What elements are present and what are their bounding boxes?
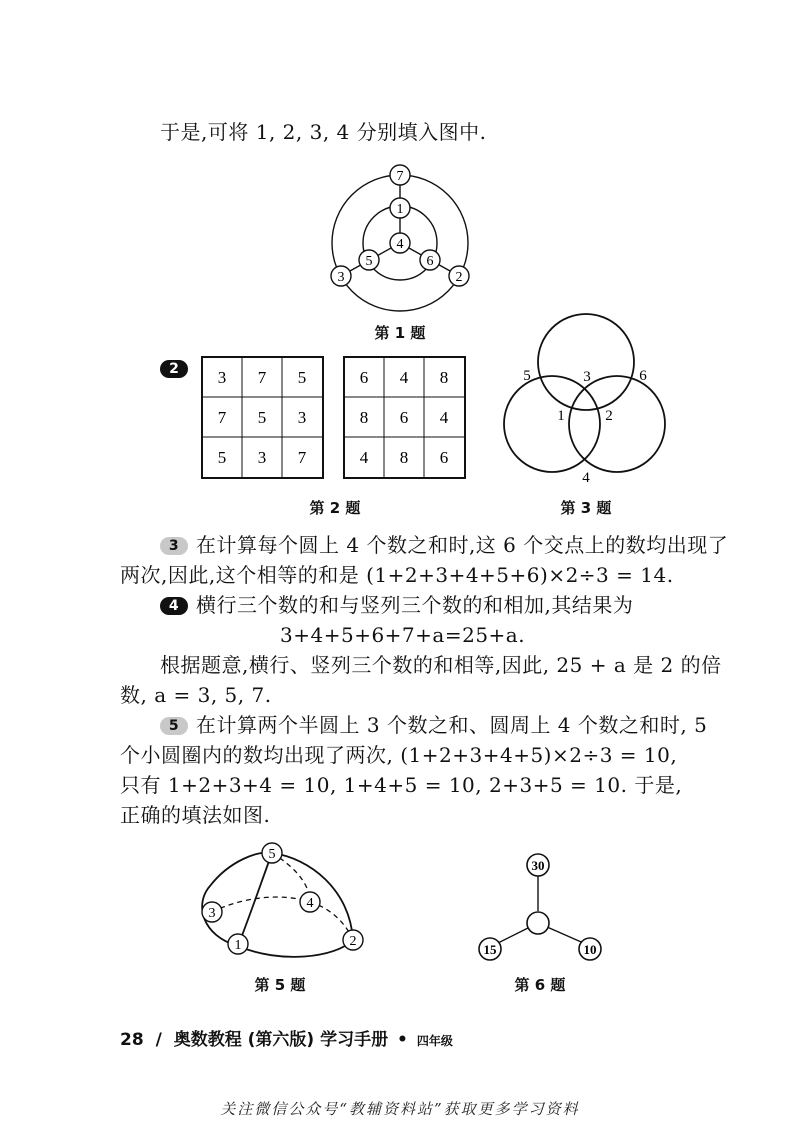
- fig3-label: 2: [605, 408, 613, 424]
- problem-3-badge: 3: [160, 537, 188, 555]
- watermark-text: 关注微信公众号“教辅资料站”获取更多学习资料: [220, 1100, 580, 1118]
- fig5-node: [300, 892, 320, 912]
- grid-b-cell: 4: [399, 368, 409, 387]
- svg-text:10: 10: [583, 942, 597, 957]
- grid-a-cell: 5: [257, 408, 267, 427]
- problem-3-line-1: 3 在计算每个圆上 4 个数之和时,这 6 个交点上的数均出现了: [160, 531, 728, 559]
- fig5-node: [262, 843, 282, 863]
- page-number: 28: [120, 1030, 144, 1050]
- problem-5-badge: 5: [160, 717, 188, 735]
- footer-separator: /: [155, 1030, 162, 1050]
- svg-text:2: 2: [349, 934, 357, 949]
- grid-b-cell: 8: [439, 368, 449, 387]
- grid-a-cell: 3: [217, 368, 227, 387]
- figure-2-caption: 第 2 题: [309, 499, 361, 517]
- circle-right: [569, 376, 665, 472]
- fig3-label: 4: [582, 470, 590, 486]
- svg-text:1: 1: [234, 938, 242, 953]
- fig6-node: [527, 854, 549, 876]
- problem-5-line-1: 5 在计算两个半圆上 3 个数之和、圆周上 4 个数之和时, 5: [160, 711, 707, 739]
- problem-5-line-4: 正确的填法如图.: [120, 803, 271, 827]
- fig3-label: 1: [557, 408, 565, 424]
- fig5-node: [343, 930, 363, 950]
- problem-5-line-2: 个小圆圈内的数均出现了两次, (1+2+3+4+5)×2÷3 = 10,: [120, 743, 678, 767]
- page-footer: [120, 1025, 453, 1050]
- fig6-node: [479, 938, 501, 960]
- grid-a-cell: 5: [217, 448, 227, 467]
- fig5-node: [202, 902, 222, 922]
- fig3-label: 3: [583, 369, 591, 385]
- grid-b-cell: 4: [439, 408, 449, 427]
- svg-text:3: 3: [208, 906, 216, 921]
- figure-6-caption: 第 6 题: [514, 976, 566, 994]
- grid-a-cell: 3: [297, 408, 307, 427]
- figure-6-diagram: [470, 845, 610, 965]
- fig6-node: [579, 938, 601, 960]
- problem-4-line-2: 根据题意,横行、竖列三个数的和相等,因此, 25 + a 是 2 的倍: [160, 653, 722, 677]
- figure-3-diagram: [500, 312, 675, 492]
- grid-a-cell: 3: [257, 448, 267, 467]
- figure-1-diagram: [320, 160, 480, 320]
- footer-dot: •: [397, 1030, 408, 1050]
- magic-square-b: [342, 355, 468, 481]
- circle-left: [504, 376, 600, 472]
- fig1-node: [359, 250, 379, 270]
- fig5-node: [228, 934, 248, 954]
- center-node: [527, 912, 549, 934]
- figure-5-diagram: [190, 840, 380, 968]
- fig1-node: [331, 266, 351, 286]
- intro-text: 于是,可将 1, 2, 3, 4 分别填入图中.: [160, 120, 487, 144]
- svg-text:6: 6: [426, 254, 434, 269]
- problem-2-badge: 2: [160, 360, 188, 378]
- grid-b-cell: 6: [359, 368, 369, 387]
- svg-text:30: 30: [531, 858, 545, 873]
- figure-5-caption: 第 5 题: [254, 976, 306, 994]
- fig1-node: [390, 198, 410, 218]
- grid-a-cell: 5: [297, 368, 307, 387]
- problem-5-line-3: 只有 1+2+3+4 = 10, 1+4+5 = 10, 2+3+5 = 10. 于是,: [120, 773, 683, 797]
- problem-4-line-1: 4 横行三个数的和与竖列三个数的和相加,其结果为: [160, 591, 633, 619]
- problem-4-line-3: 数, a = 3, 5, 7.: [120, 683, 272, 707]
- svg-text:5: 5: [268, 847, 276, 862]
- svg-text:5: 5: [365, 254, 373, 269]
- svg-text:3: 3: [337, 270, 345, 285]
- grid-b-cell: 4: [359, 448, 369, 467]
- problem-3-line-2: 两次,因此,这个相等的和是 (1+2+3+4+5+6)×2÷3 = 14.: [120, 563, 674, 587]
- fig1-node: [420, 250, 440, 270]
- fig1-node: [390, 233, 410, 253]
- grid-b-cell: 6: [399, 408, 409, 427]
- problem-4-equation: 3+4+5+6+7+a=25+a.: [280, 623, 526, 647]
- grid-b-cell: 8: [359, 408, 369, 427]
- fig1-node: [390, 165, 410, 185]
- svg-text:4: 4: [396, 237, 404, 252]
- grid-a-cell: 7: [257, 368, 267, 387]
- fig1-node: [449, 266, 469, 286]
- book-title: 奥数教程 (第六版) 学习手册: [173, 1030, 389, 1050]
- svg-text:2: 2: [455, 270, 463, 285]
- fig3-label: 5: [523, 368, 531, 384]
- grid-a-cell: 7: [217, 408, 227, 427]
- grade-label: 四年级: [416, 1034, 453, 1048]
- svg-text:7: 7: [396, 169, 404, 184]
- grid-a-cell: 7: [297, 448, 307, 467]
- grid-b-cell: 6: [439, 448, 449, 467]
- figure-1-caption: 第 1 题: [374, 324, 426, 342]
- svg-text:4: 4: [306, 896, 314, 911]
- magic-square-a: [200, 355, 326, 481]
- problem-4-badge: 4: [160, 597, 188, 615]
- figure-3-caption: 第 3 题: [560, 499, 612, 517]
- grid-b-cell: 8: [399, 448, 409, 467]
- svg-text:15: 15: [483, 942, 497, 957]
- problem-2-badge-wrap: [160, 360, 196, 379]
- circle-top: [538, 314, 634, 410]
- fig3-label: 6: [639, 368, 647, 384]
- svg-text:1: 1: [396, 202, 404, 217]
